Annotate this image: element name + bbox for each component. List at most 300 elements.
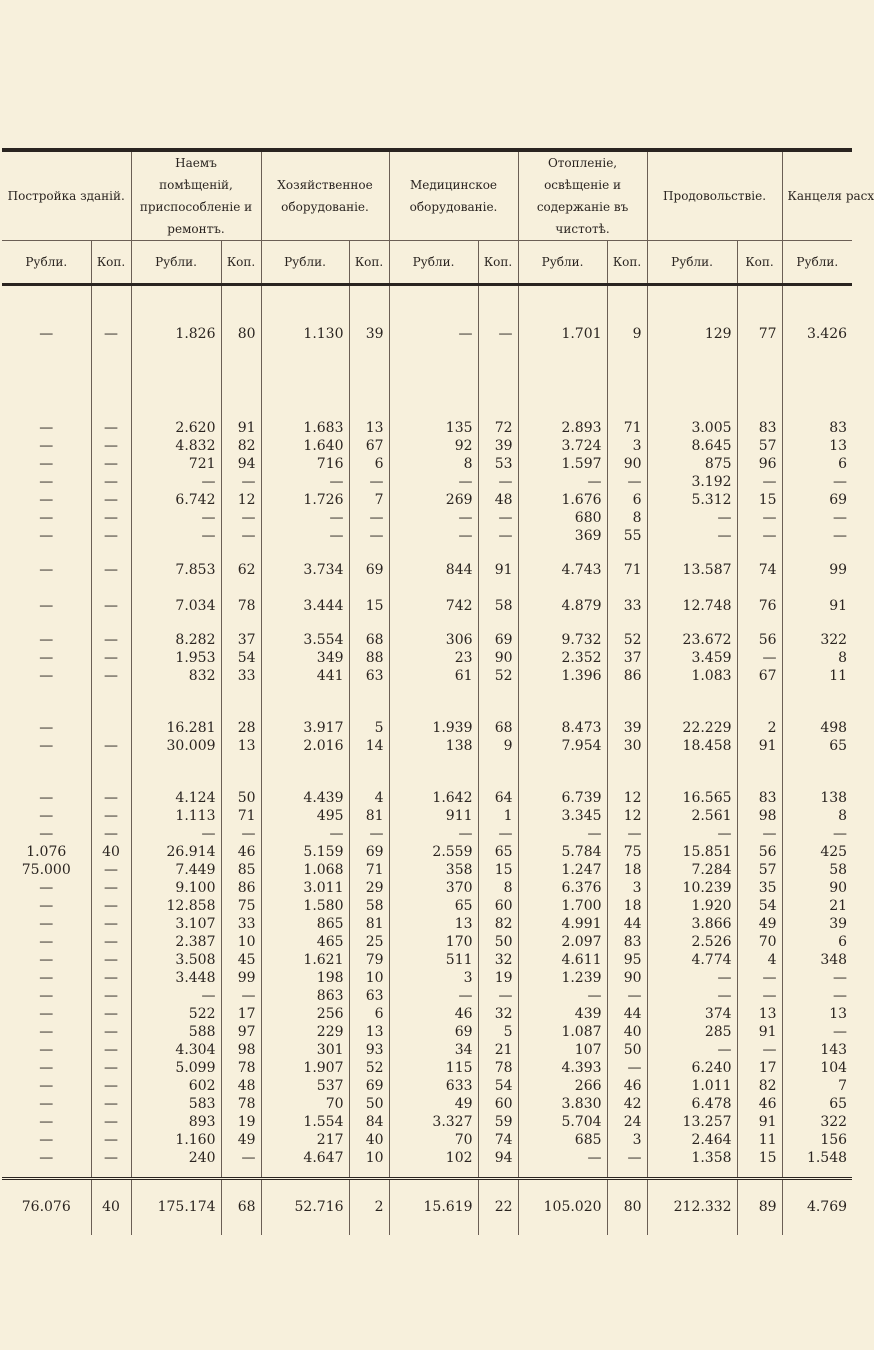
cell-rub: 4.991 [518,915,607,933]
cell-kop: 91 [737,737,782,755]
spacer-cell [518,755,607,789]
cell-kop: 56 [737,843,782,861]
cell-rub: — [39,1023,54,1040]
cell-kop: 33 [607,595,647,617]
cell-rub: 322 [782,631,852,649]
cell-rub: 2.352 [518,649,607,667]
cell-kop: 55 [607,527,647,545]
cell-rub: 1.676 [518,491,607,509]
cell-rub: 266 [518,1077,607,1095]
spacer-cell [2,1167,91,1179]
cell-kop: — [91,969,131,987]
spacer-cell [131,545,221,559]
cell-rub: 4.439 [261,789,349,807]
cell-kop: 95 [607,951,647,969]
cell-rub: 3.005 [647,419,737,437]
cell-rub: — [782,473,852,491]
cell-kop: 18 [607,861,647,879]
cell-kop: — [91,527,131,545]
spacer-cell [261,685,349,719]
cell-rub: 832 [131,667,221,685]
cell-kop: 44 [607,1005,647,1023]
cell-rub: 1.548 [782,1149,852,1167]
spacer-cell [261,545,349,559]
spacer-cell [647,285,737,323]
spacer-cell [478,545,518,559]
cell-rub: 602 [131,1077,221,1095]
cell-kop: 50 [349,1095,389,1113]
spacer-cell [2,617,91,631]
cell-kop: 32 [478,1005,518,1023]
spacer-cell [389,1167,478,1179]
cell-rub: 1.068 [261,861,349,879]
spacer-cell [221,617,261,631]
cell-rub: — [261,527,349,545]
spacer-cell [647,581,737,595]
cell-kop: 44 [607,915,647,933]
table-row [2,419,852,437]
spacer-cell [518,617,607,631]
unit-rub: Рубли. [647,241,737,285]
cell-rub: — [131,527,221,545]
cell-rub: 5.159 [261,843,349,861]
cell-rub: — [39,1095,54,1112]
spacer-cell [782,685,852,719]
cell-kop: 81 [349,807,389,825]
cell-rub: 358 [389,861,478,879]
cell-rub: — [39,807,54,824]
cell-kop: — [349,527,389,545]
cell-kop: — [478,825,518,843]
spacer-cell [737,581,782,595]
cell-kop: 49 [737,915,782,933]
cell-rub: 70 [261,1095,349,1113]
cell-rub: 537 [261,1077,349,1095]
cell-kop: 96 [737,455,782,473]
cell-rub: 3.192 [647,473,737,491]
cell-kop: 48 [478,491,518,509]
cell-rub: 1.247 [518,861,607,879]
cell-kop: 18 [607,897,647,915]
cell-rub: — [131,987,221,1005]
cell-rub: — [518,987,607,1005]
cell-rub: 1.953 [131,649,221,667]
cell-kop: — [91,987,131,1005]
table-row [2,1041,852,1059]
cell-rub: — [389,509,478,527]
spacer-cell [607,545,647,559]
cell-kop: 15 [478,861,518,879]
cell-rub: 135 [389,419,478,437]
table-row [2,559,852,581]
spacer-cell [737,285,782,323]
cell-kop: 64 [478,789,518,807]
cell-kop: 9 [607,323,647,345]
table-row [2,509,852,527]
cell-rub: 269 [389,491,478,509]
cell-rub: — [39,455,54,472]
cell-rub: — [39,897,54,914]
spacer-cell [607,685,647,719]
cell-kop: 71 [607,419,647,437]
table-row [2,1059,852,1077]
table-row [2,1095,852,1113]
cell-rub: 4.611 [518,951,607,969]
spacer-cell [131,685,221,719]
cell-kop: — [737,473,782,491]
total-kop: 80 [607,1179,647,1235]
cell-rub: 1.826 [131,323,221,345]
cell-rub: 1.554 [261,1113,349,1131]
cell-kop: 17 [737,1059,782,1077]
cell-kop: 88 [349,649,389,667]
cell-rub: 8 [782,807,852,825]
cell-kop: — [91,915,131,933]
cell-rub: 104 [782,1059,852,1077]
cell-rub: 4.124 [131,789,221,807]
spacer-cell [389,345,478,419]
cell-rub: — [39,1131,54,1148]
cell-rub: — [39,1005,54,1022]
cell-kop: 5 [478,1023,518,1041]
cell-rub: 2.526 [647,933,737,951]
cell-rub: 3.554 [261,631,349,649]
cell-rub: 6.478 [647,1095,737,1113]
header-household-equipment: Хозяйственное оборудованіе. [261,150,389,241]
cell-kop: 46 [607,1077,647,1095]
cell-kop: 78 [221,1095,261,1113]
cell-kop: 13 [349,419,389,437]
spacer-cell [782,545,852,559]
cell-rub: — [782,527,852,545]
cell-kop: 3 [607,879,647,897]
cell-kop: 78 [221,595,261,617]
cell-rub: — [389,473,478,491]
cell-rub: 2.561 [647,807,737,825]
cell-kop: — [349,825,389,843]
cell-kop: — [478,527,518,545]
cell-kop: — [91,1077,131,1095]
spacer-cell [349,1167,389,1179]
cell-kop: 72 [478,419,518,437]
cell-rub: — [39,649,54,666]
cell-rub: 1.011 [647,1077,737,1095]
cell-kop: 14 [349,737,389,755]
cell-rub: 1.358 [647,1149,737,1167]
cell-kop: 4 [737,951,782,969]
cell-kop: 19 [221,1113,261,1131]
cell-rub: — [39,631,54,648]
cell-rub: — [647,969,737,987]
cell-rub: 3 [389,969,478,987]
cell-kop: 69 [478,631,518,649]
cell-rub: — [647,1041,737,1059]
spacer-cell [737,617,782,631]
spacer-cell [131,755,221,789]
table-row [2,915,852,933]
cell-kop: 63 [349,987,389,1005]
cell-rub: 99 [782,559,852,581]
unit-kop: Коп. [91,241,131,285]
cell-rub: 23.672 [647,631,737,649]
cell-rub: 322 [782,1113,852,1131]
spacer-cell [131,345,221,419]
cell-rub: 8.645 [647,437,737,455]
cell-rub: 138 [389,737,478,755]
cell-rub: — [782,825,852,843]
total-kop: 40 [91,1179,131,1235]
cell-rub: 129 [647,323,737,345]
cell-rub: — [261,473,349,491]
cell-kop: 35 [737,879,782,897]
spacer-cell [607,617,647,631]
spacer-cell [737,755,782,789]
cell-rub: 2.893 [518,419,607,437]
spacer-cell [131,285,221,323]
cell-rub: 3.830 [518,1095,607,1113]
cell-rub: 6.742 [131,491,221,509]
cell-kop: 67 [737,667,782,685]
cell-kop: 1 [478,807,518,825]
cell-kop: 3 [607,437,647,455]
cell-kop: 8 [607,509,647,527]
spacer-cell [647,345,737,419]
spacer-cell [518,545,607,559]
cell-rub: 92 [389,437,478,455]
cell-rub: — [39,1059,54,1076]
cell-rub: 1.939 [389,719,478,737]
cell-kop: 13 [737,1005,782,1023]
cell-rub: 522 [131,1005,221,1023]
cell-rub: — [782,987,852,1005]
cell-rub: — [39,561,54,578]
spacer-cell [389,545,478,559]
cell-kop: 49 [221,1131,261,1149]
cell-kop: — [91,807,131,825]
spacer-cell [91,345,131,419]
spacer-cell [261,285,349,323]
cell-kop: 39 [349,323,389,345]
cell-kop: — [91,667,131,685]
cell-kop: 83 [737,789,782,807]
cell-rub: 3.345 [518,807,607,825]
spacer-cell [647,617,737,631]
cell-kop: 86 [607,667,647,685]
cell-kop: 81 [349,915,389,933]
cell-rub: 301 [261,1041,349,1059]
cell-rub: — [39,1113,54,1130]
cell-rub: 1.726 [261,491,349,509]
cell-rub: 107 [518,1041,607,1059]
cell-kop: — [478,987,518,1005]
cell-rub: 7.954 [518,737,607,755]
cell-rub: — [39,509,54,526]
cell-rub: 1.396 [518,667,607,685]
spacer-cell [2,685,91,719]
cell-kop: 25 [349,933,389,951]
spacer-cell [221,345,261,419]
spacer-cell [647,545,737,559]
cell-kop: 56 [737,631,782,649]
header-construction: Постройка зданій. [2,150,131,241]
cell-kop: 91 [478,559,518,581]
spacer-cell [782,581,852,595]
cell-rub: 12.748 [647,595,737,617]
cell-kop: 60 [478,1095,518,1113]
cell-rub: 1.087 [518,1023,607,1041]
row-spacer [2,285,852,323]
cell-kop: — [221,987,261,1005]
cell-kop: 85 [221,861,261,879]
cell-rub: 256 [261,1005,349,1023]
cell-rub: — [782,509,852,527]
cell-rub: 742 [389,595,478,617]
spacer-cell [91,581,131,595]
cell-kop: — [607,987,647,1005]
cell-kop: — [349,473,389,491]
cell-rub: — [39,789,54,806]
cell-rub: 34 [389,1041,478,1059]
cell-rub: 285 [647,1023,737,1041]
cell-kop: — [737,825,782,843]
cell-kop: 32 [478,951,518,969]
cell-rub: 115 [389,1059,478,1077]
cell-kop: — [478,509,518,527]
cell-kop: 52 [349,1059,389,1077]
cell-rub: 4.774 [647,951,737,969]
spacer-cell [349,617,389,631]
cell-rub: 1.700 [518,897,607,915]
cell-rub: — [39,597,54,614]
spacer-cell [91,1167,131,1179]
cell-kop: — [607,825,647,843]
spacer-cell [737,545,782,559]
cell-kop: — [91,649,131,667]
cell-rub: — [647,825,737,843]
cell-rub: 58 [782,861,852,879]
cell-rub: 863 [261,987,349,1005]
cell-kop: 8 [478,879,518,897]
cell-kop: 46 [221,843,261,861]
cell-rub: 5.099 [131,1059,221,1077]
cell-kop: 52 [607,631,647,649]
row-spacer [2,617,852,631]
cell-kop: 37 [607,649,647,667]
unit-kop: Коп. [478,241,518,285]
cell-rub: 3.866 [647,915,737,933]
cell-kop: 57 [737,437,782,455]
cell-rub: 26.914 [131,843,221,861]
cell-kop: 78 [478,1059,518,1077]
cell-rub: 8.282 [131,631,221,649]
cell-rub: 4.647 [261,1149,349,1167]
cell-rub: 16.281 [131,719,221,737]
cell-kop: 6 [349,455,389,473]
cell-kop: 6 [349,1005,389,1023]
cell-rub: 5.312 [647,491,737,509]
unit-rub: Рубли. [389,241,478,285]
spacer-cell [647,1167,737,1179]
cell-kop: — [349,509,389,527]
cell-rub: 495 [261,807,349,825]
spacer-cell [131,1167,221,1179]
cell-rub: — [39,969,54,986]
spacer-cell [478,285,518,323]
cell-kop: — [91,437,131,455]
spacer-cell [737,345,782,419]
cell-rub: — [39,1077,54,1094]
total-rub: 105.020 [518,1179,607,1235]
table-row [2,527,852,545]
cell-kop: 5 [349,719,389,737]
spacer-cell [389,755,478,789]
cell-rub: 1.076 [26,843,67,860]
cell-rub: — [647,527,737,545]
row-spacer [2,755,852,789]
cell-kop: — [221,527,261,545]
cell-kop: 19 [478,969,518,987]
cell-rub: 16.565 [647,789,737,807]
cell-rub: 633 [389,1077,478,1095]
table-row [2,631,852,649]
spacer-cell [389,685,478,719]
cell-kop: 42 [607,1095,647,1113]
cell-rub: — [39,1041,54,1058]
cell-rub: 198 [261,969,349,987]
cell-rub: 3.327 [389,1113,478,1131]
total-rub: 52.716 [261,1179,349,1235]
cell-kop: 52 [478,667,518,685]
cell-kop: 97 [221,1023,261,1041]
cell-rub: — [389,987,478,1005]
cell-kop: 67 [349,437,389,455]
spacer-cell [2,285,91,323]
expense-table [2,148,874,1235]
cell-kop: 94 [221,455,261,473]
spacer-cell [737,685,782,719]
table-row [2,719,852,737]
spacer-cell [478,755,518,789]
cell-rub: 685 [518,1131,607,1149]
cell-kop: — [478,473,518,491]
cell-rub: — [647,987,737,1005]
cell-rub: — [261,509,349,527]
cell-rub: 13.257 [647,1113,737,1131]
cell-rub: — [39,879,54,896]
spacer-cell [518,345,607,419]
cell-rub: 588 [131,1023,221,1041]
cell-kop: 91 [737,1113,782,1131]
cell-kop: — [91,1131,131,1149]
cell-rub: 1.083 [647,667,737,685]
cell-rub: — [39,491,54,508]
table-row [2,969,852,987]
cell-kop: 77 [737,323,782,345]
spacer-cell [221,685,261,719]
spacer-cell [91,755,131,789]
table-row [2,807,852,825]
cell-rub: 23 [389,649,478,667]
header-heating-lighting: Отопленіе, освѣщеніе и содержаніе въ чистотѣ. [518,150,647,241]
cell-rub: 583 [131,1095,221,1113]
table-row [2,1131,852,1149]
cell-kop: 91 [221,419,261,437]
cell-rub: — [39,473,54,490]
spacer-cell [607,581,647,595]
cell-kop: 82 [221,437,261,455]
cell-rub: 680 [518,509,607,527]
cell-kop: 30 [607,737,647,755]
